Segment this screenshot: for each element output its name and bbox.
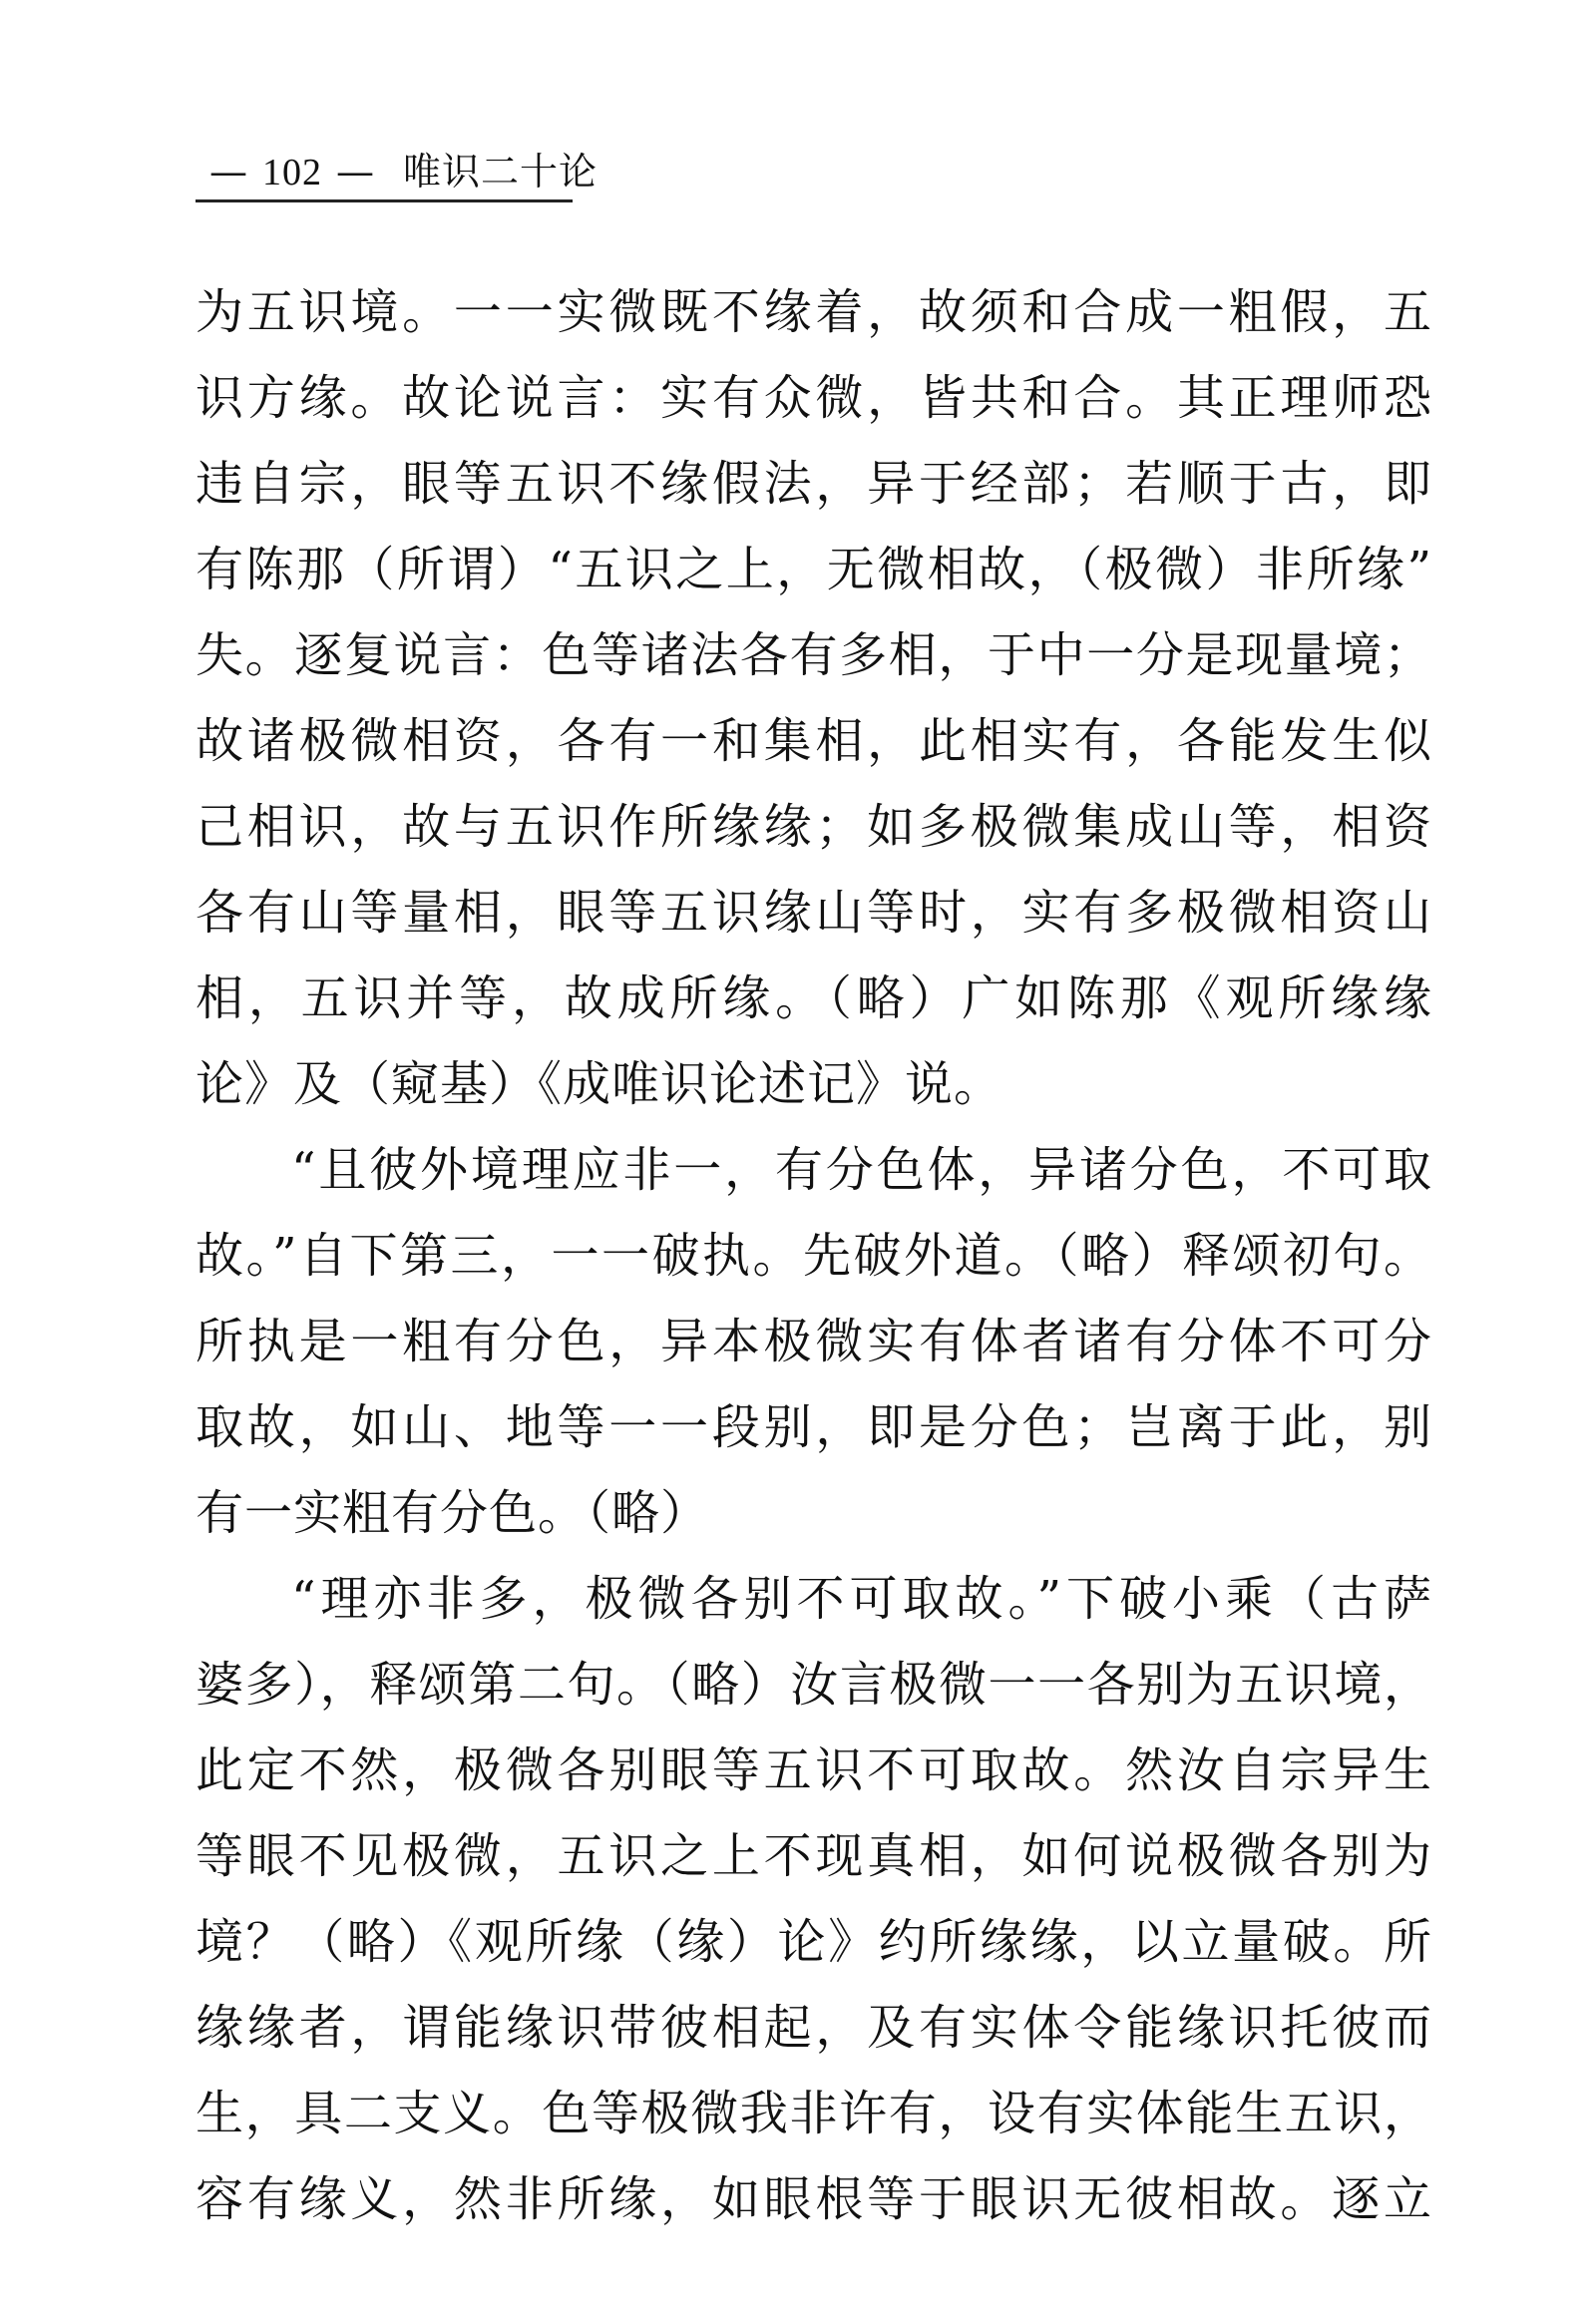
text-line: 识方缘。故论说言：实有众微，皆共和合。其正理师恐 [196,370,1432,426]
text-line: 故诸极微相资，各有一和集相，此相实有，各能发生似 [196,713,1432,769]
text-line: 有一实粗有分色。（略） [196,1485,710,1541]
header-dash-left: — [209,150,248,193]
text-line: “且彼外境理应非一，有分色体，异诸分色，不可取 [291,1142,1432,1198]
text-line: 违自宗，眼等五识不缘假法，异于经部；若顺于古，即 [196,456,1432,512]
text-line: 所执是一粗有分色，异本极微实有体者诸有分体不可分 [196,1314,1432,1369]
text-line: 容有缘义，然非所缘，如眼根等于眼识无彼相故。逐立 [196,2171,1432,2227]
text-line: 婆多），释颂第二句。（略）汝言极微一一各别为五识境， [196,1657,1432,1713]
text-line: 故。”自下第三，一一破执。先破外道。（略）释颂初句。 [196,1228,1432,1284]
text-line: “理亦非多，极微各别不可取故。”下破小乘（古萨 [291,1571,1432,1627]
running-header [196,150,598,194]
text-line: 相，五识并等，故成所缘。（略）广如陈那《观所缘缘 [196,970,1432,1026]
header-rule [196,199,573,202]
text-line: 己相识，故与五识作所缘缘；如多极微集成山等，相资 [196,799,1432,855]
text-line: 有陈那（所谓）“五识之上，无微相故，（极微）非所缘” [196,542,1432,597]
text-line: 此定不然，极微各别眼等五识不可取故。然汝自宗异生 [196,1742,1432,1798]
text-line: 为五识境。一一实微既不缘着，故须和合成一粗假，五 [196,284,1432,340]
text-line: 失。逐复说言：色等诸法各有多相，于中一分是现量境； [196,627,1432,683]
running-title: 唯识二十论 [403,150,598,193]
text-line: 取故，如山、地等一一段别，即是分色；岂离于此，别 [196,1399,1432,1455]
page-number: 102 [262,152,322,193]
header-dash-right: — [336,150,375,193]
text-line: 生，具二支义。色等极微我非许有，设有实体能生五识， [196,2086,1432,2141]
text-line: 缘缘者，谓能缘识带彼相起，及有实体令能缘识托彼而 [196,2000,1432,2056]
text-line: 境？（略）《观所缘（缘）论》约所缘缘，以立量破。所 [196,1914,1432,1970]
text-line: 等眼不见极微，五识之上不现真相，如何说极微各别为 [196,1828,1432,1884]
text-line: 论》及（窥基）《成唯识论述记》说。 [196,1056,1003,1112]
text-line: 各有山等量相，眼等五识缘山等时，实有多极微相资山 [196,885,1432,941]
body-text [196,269,1432,2242]
